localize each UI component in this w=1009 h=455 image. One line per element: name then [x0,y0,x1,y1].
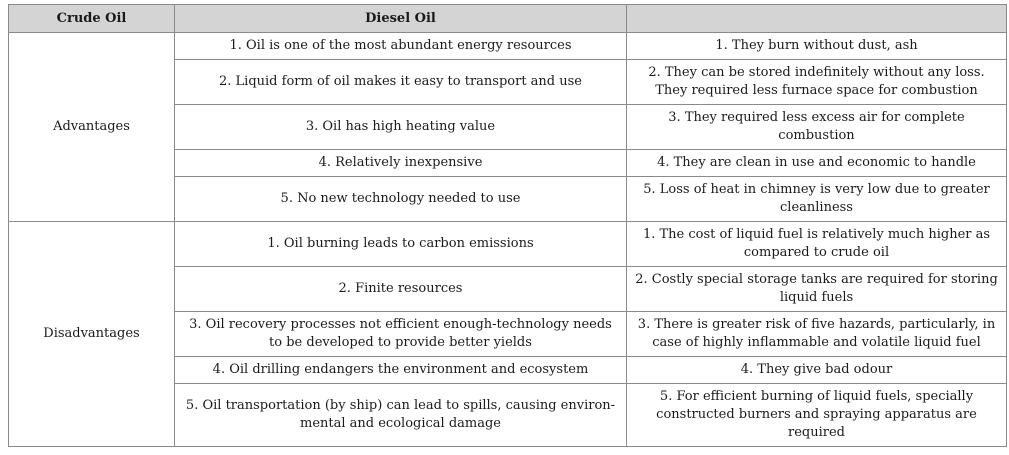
table-cell: 3. There is greater risk of five hazards, particularly, in case of highly inflammable and volatile liquid fuel [627,312,1007,357]
table-cell: 2. Costly special storage tanks are required for storing liquid fuels [627,267,1007,312]
table-row [9,222,1007,267]
table-cell: 3. Oil has high heating value [175,105,627,150]
header-blank [627,5,1007,33]
table-cell: 3. They required less excess air for complete combustion [627,105,1007,150]
table-cell: 4. They are clean in use and economic to handle [627,150,1007,177]
table-cell: 5. Loss of heat in chimney is very low due to greater cleanliness [627,177,1007,222]
header-crude-oil: Crude Oil [9,5,175,33]
header-diesel-oil: Diesel Oil [175,5,627,33]
header-row [9,5,1007,33]
group-label-disadvantages: Disadvantages [9,222,175,447]
table-cell: 5. Oil transportation (by ship) can lead to spills, causing environ-mental and ecological damage [175,384,627,447]
table-cell: 3. Oil recovery processes not efficient enough-technology needs to be developed to provide better yields [175,312,627,357]
table-cell: 5. No new technology needed to use [175,177,627,222]
table-cell: 5. For efficient burning of liquid fuels, specially constructed burners and spraying apparatus are required [627,384,1007,447]
table-row [9,33,1007,60]
comparison-table [8,4,1007,447]
table-cell: 2. Finite resources [175,267,627,312]
table-cell: 1. The cost of liquid fuel is relatively much higher as compared to crude oil [627,222,1007,267]
table-cell: 1. Oil burning leads to carbon emissions [175,222,627,267]
table-cell: 2. Liquid form of oil makes it easy to transport and use [175,60,627,105]
table-cell: 1. They burn without dust, ash [627,33,1007,60]
table-cell: 4. Relatively inexpensive [175,150,627,177]
table-cell: 4. They give bad odour [627,357,1007,384]
table-cell: 2. They can be stored indefinitely without any loss. They required less furnace space for combustion [627,60,1007,105]
table-cell: 4. Oil drilling endangers the environment and ecosystem [175,357,627,384]
group-label-advantages: Advantages [9,33,175,222]
table-cell: 1. Oil is one of the most abundant energy resources [175,33,627,60]
